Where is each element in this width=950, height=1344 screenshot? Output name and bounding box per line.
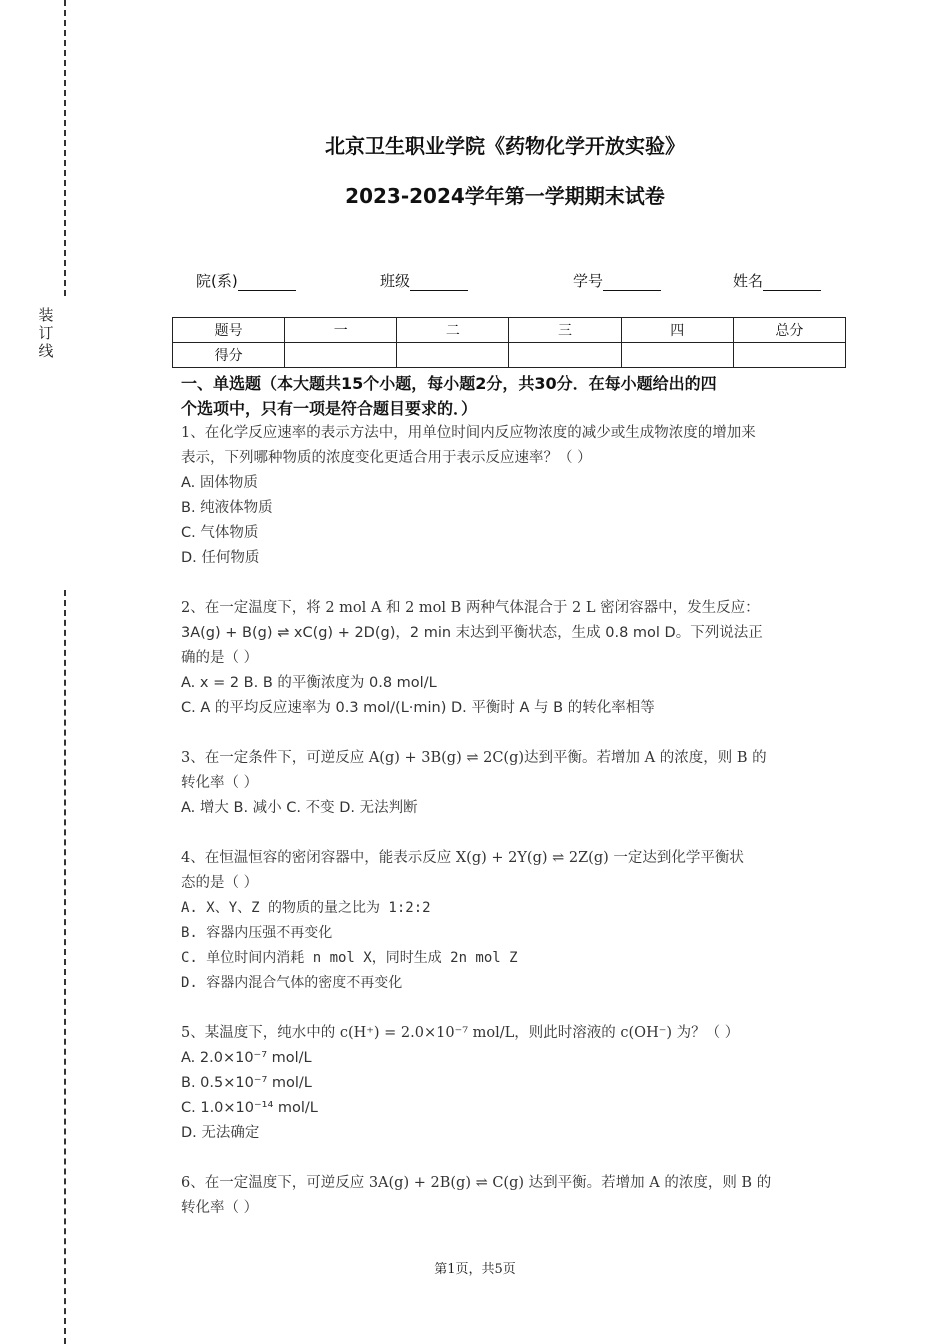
binding-line-bottom [64,590,66,1344]
question-1 [181,421,839,571]
question-text: 1、在化学反应速率的表示方法中，用单位时间内反应物浓度的减少或生成物浓度的增加来 [181,425,756,441]
option-ab: A. x = 2 B. B 的平衡浓度为 0.8 mol/L [181,675,437,691]
table-cell: 一 [285,318,397,343]
table-row [173,318,846,343]
option-d: D. 无法确定 [181,1125,260,1141]
question-text: 确的是（ ） [181,650,259,666]
question-2 [181,596,839,721]
student-no-blank[interactable] [603,274,661,291]
score-input-cell[interactable] [509,343,621,368]
option-a: A. X、Y、Z 的物质的量之比为 1:2:2 [181,900,431,916]
class-field[interactable] [380,270,468,291]
exam-content [181,371,839,1221]
table-cell: 三 [509,318,621,343]
option-c: C. 气体物质 [181,525,259,541]
question-text: 6、在一定温度下，可逆反应 3A(g) + 2B(g) ⇌ C(g) 达到平衡。若增加 A 的浓度，则 B 的 [181,1175,772,1191]
class-label: 班级 [380,272,411,290]
exam-subtitle: 2023-2024学年第一学期期末试卷 [345,184,665,208]
score-table [172,317,846,368]
class-blank[interactable] [410,274,468,291]
section-heading [181,371,839,421]
question-5 [181,1021,839,1146]
question-3 [181,746,839,821]
question-text: 2、在一定温度下，将 2 mol A 和 2 mol B 两种气体混合于 2 L 密闭容器中，发生反应： [181,600,760,616]
option-b: B. 0.5×10⁻⁷ mol/L [181,1075,312,1091]
option-b: B. 容器内压强不再变化 [181,925,333,941]
question-text: 表示，下列哪种物质的浓度变化更适合用于表示反应速率？（ ） [181,450,592,466]
option-d: D. 任何物质 [181,550,260,566]
exam-title: 北京卫生职业学院《药物化学开放实验》 [325,134,685,158]
table-cell: 题号 [173,318,285,343]
binding-char: 订 [38,324,54,342]
question-text: 态的是（ ） [181,875,259,891]
option-a: A. 固体物质 [181,475,258,491]
dept-label: 院(系) [196,272,238,290]
page-number: 第1页，共5页 [434,1262,516,1277]
question-text: 3、在一定条件下，可逆反应 A(g) + 3B(g) ⇌ 2C(g)达到平衡。若增加 A 的浓度，则 B 的 [181,750,767,766]
binding-char: 线 [38,342,54,360]
name-field[interactable] [733,270,821,291]
question-6 [181,1171,839,1221]
binding-label [36,306,56,360]
table-cell: 二 [397,318,509,343]
option-b: B. 纯液体物质 [181,500,273,516]
question-text: 4、在恒温恒容的密闭容器中，能表示反应 X(g) + 2Y(g) ⇌ 2Z(g) 一定达到化学平衡状 [181,850,744,866]
table-row [173,343,846,368]
binding-char: 装 [38,306,54,324]
table-cell: 四 [621,318,733,343]
score-input-cell[interactable] [285,343,397,368]
question-text: 转化率（ ） [181,1200,259,1216]
score-input-cell[interactable] [733,343,845,368]
question-text: 转化率（ ） [181,775,259,791]
section-heading-line: 个选项中，只有一项是符合题目要求的．） [181,399,478,418]
option-a: A. 2.0×10⁻⁷ mol/L [181,1050,312,1066]
question-text: 3A(g) + B(g) ⇌ xC(g) + 2D(g)，2 min 末达到平衡状态，生成 0.8 mol D。下列说法正 [181,625,763,641]
name-label: 姓名 [733,272,764,290]
student-no-field[interactable] [573,270,661,291]
score-input-cell[interactable] [621,343,733,368]
dept-field[interactable] [196,270,296,291]
section-heading-line: 一、单选题（本大题共15个小题，每小题2分，共30分．在每小题给出的四 [181,374,717,393]
options: A. 增大 B. 减小 C. 不变 D. 无法判断 [181,800,418,816]
question-4 [181,846,839,996]
option-d: D. 容器内混合气体的密度不再变化 [181,975,403,991]
option-c: C. 单位时间内消耗 n mol X，同时生成 2n mol Z [181,950,518,966]
student-no-label: 学号 [573,272,604,290]
table-cell: 总分 [733,318,845,343]
option-c: C. 1.0×10⁻¹⁴ mol/L [181,1100,318,1116]
score-input-cell[interactable] [397,343,509,368]
student-info-row [0,270,950,294]
question-text: 5、某温度下，纯水中的 c(H⁺) = 2.0×10⁻⁷ mol/L，则此时溶液的 c(OH⁻) 为？（ ） [181,1025,740,1041]
dept-blank[interactable] [238,274,296,291]
option-cd: C. A 的平均反应速率为 0.3 mol/(L·min) D. 平衡时 A 与 B 的转化率相等 [181,700,655,716]
name-blank[interactable] [763,274,821,291]
table-cell: 得分 [173,343,285,368]
